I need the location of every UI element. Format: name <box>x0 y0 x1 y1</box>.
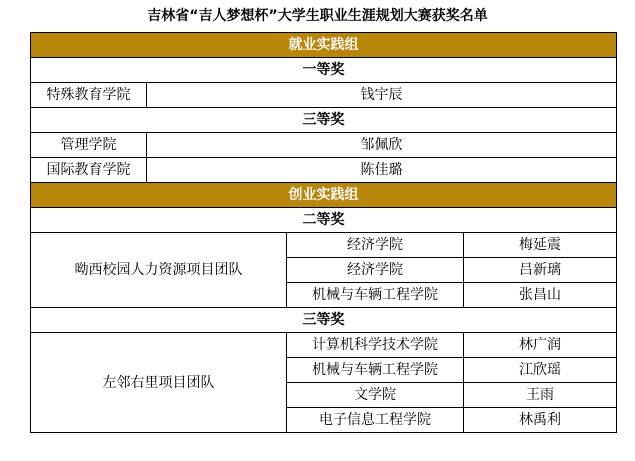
name-cell: 王雨 <box>464 383 617 408</box>
college-cell: 经济学院 <box>287 233 464 258</box>
name-cell: 陈佳璐 <box>147 158 617 183</box>
name-cell: 林禹利 <box>464 408 617 433</box>
college-cell: 国际教育学院 <box>31 158 147 183</box>
prize-label-third-entrepreneurship: 三等奖 <box>31 308 617 333</box>
name-cell: 吕新璃 <box>464 258 617 283</box>
prize-label-third: 三等奖 <box>31 108 617 133</box>
table-row <box>31 233 617 258</box>
college-cell: 计算机科学技术学院 <box>287 333 464 358</box>
college-cell: 机械与车辆工程学院 <box>287 358 464 383</box>
awards-table <box>30 32 617 433</box>
name-cell: 张昌山 <box>464 283 617 308</box>
prize-label-first: 一等奖 <box>31 58 617 83</box>
college-cell: 特殊教育学院 <box>31 83 147 108</box>
name-cell: 江欣瑶 <box>464 358 617 383</box>
prize-row <box>31 58 617 83</box>
prize-row <box>31 308 617 333</box>
page-title: 吉林省“吉人梦想杯”大学生职业生涯规划大赛获奖名单 <box>147 8 488 24</box>
name-cell: 林广润 <box>464 333 617 358</box>
prize-row <box>31 208 617 233</box>
table-row <box>31 158 617 183</box>
group-header-entrepreneurship: 创业实践组 <box>31 183 617 208</box>
group-header-employment: 就业实践组 <box>31 33 617 58</box>
table-row <box>31 133 617 158</box>
college-cell: 电子信息工程学院 <box>287 408 464 433</box>
college-cell: 经济学院 <box>287 258 464 283</box>
table-row <box>31 333 617 358</box>
prize-row <box>31 108 617 133</box>
team-cell: 左邻右里项目团队 <box>31 333 287 433</box>
name-cell: 梅延震 <box>464 233 617 258</box>
group-header-row <box>31 183 617 208</box>
college-cell: 文学院 <box>287 383 464 408</box>
team-cell: 呦西校园人力资源项目团队 <box>31 233 287 308</box>
college-cell: 机械与车辆工程学院 <box>287 283 464 308</box>
name-cell: 钱宇辰 <box>147 83 617 108</box>
name-cell: 邹佩欣 <box>147 133 617 158</box>
prize-label-second: 二等奖 <box>31 208 617 233</box>
group-header-row <box>31 33 617 58</box>
college-cell: 管理学院 <box>31 133 147 158</box>
table-row <box>31 83 617 108</box>
